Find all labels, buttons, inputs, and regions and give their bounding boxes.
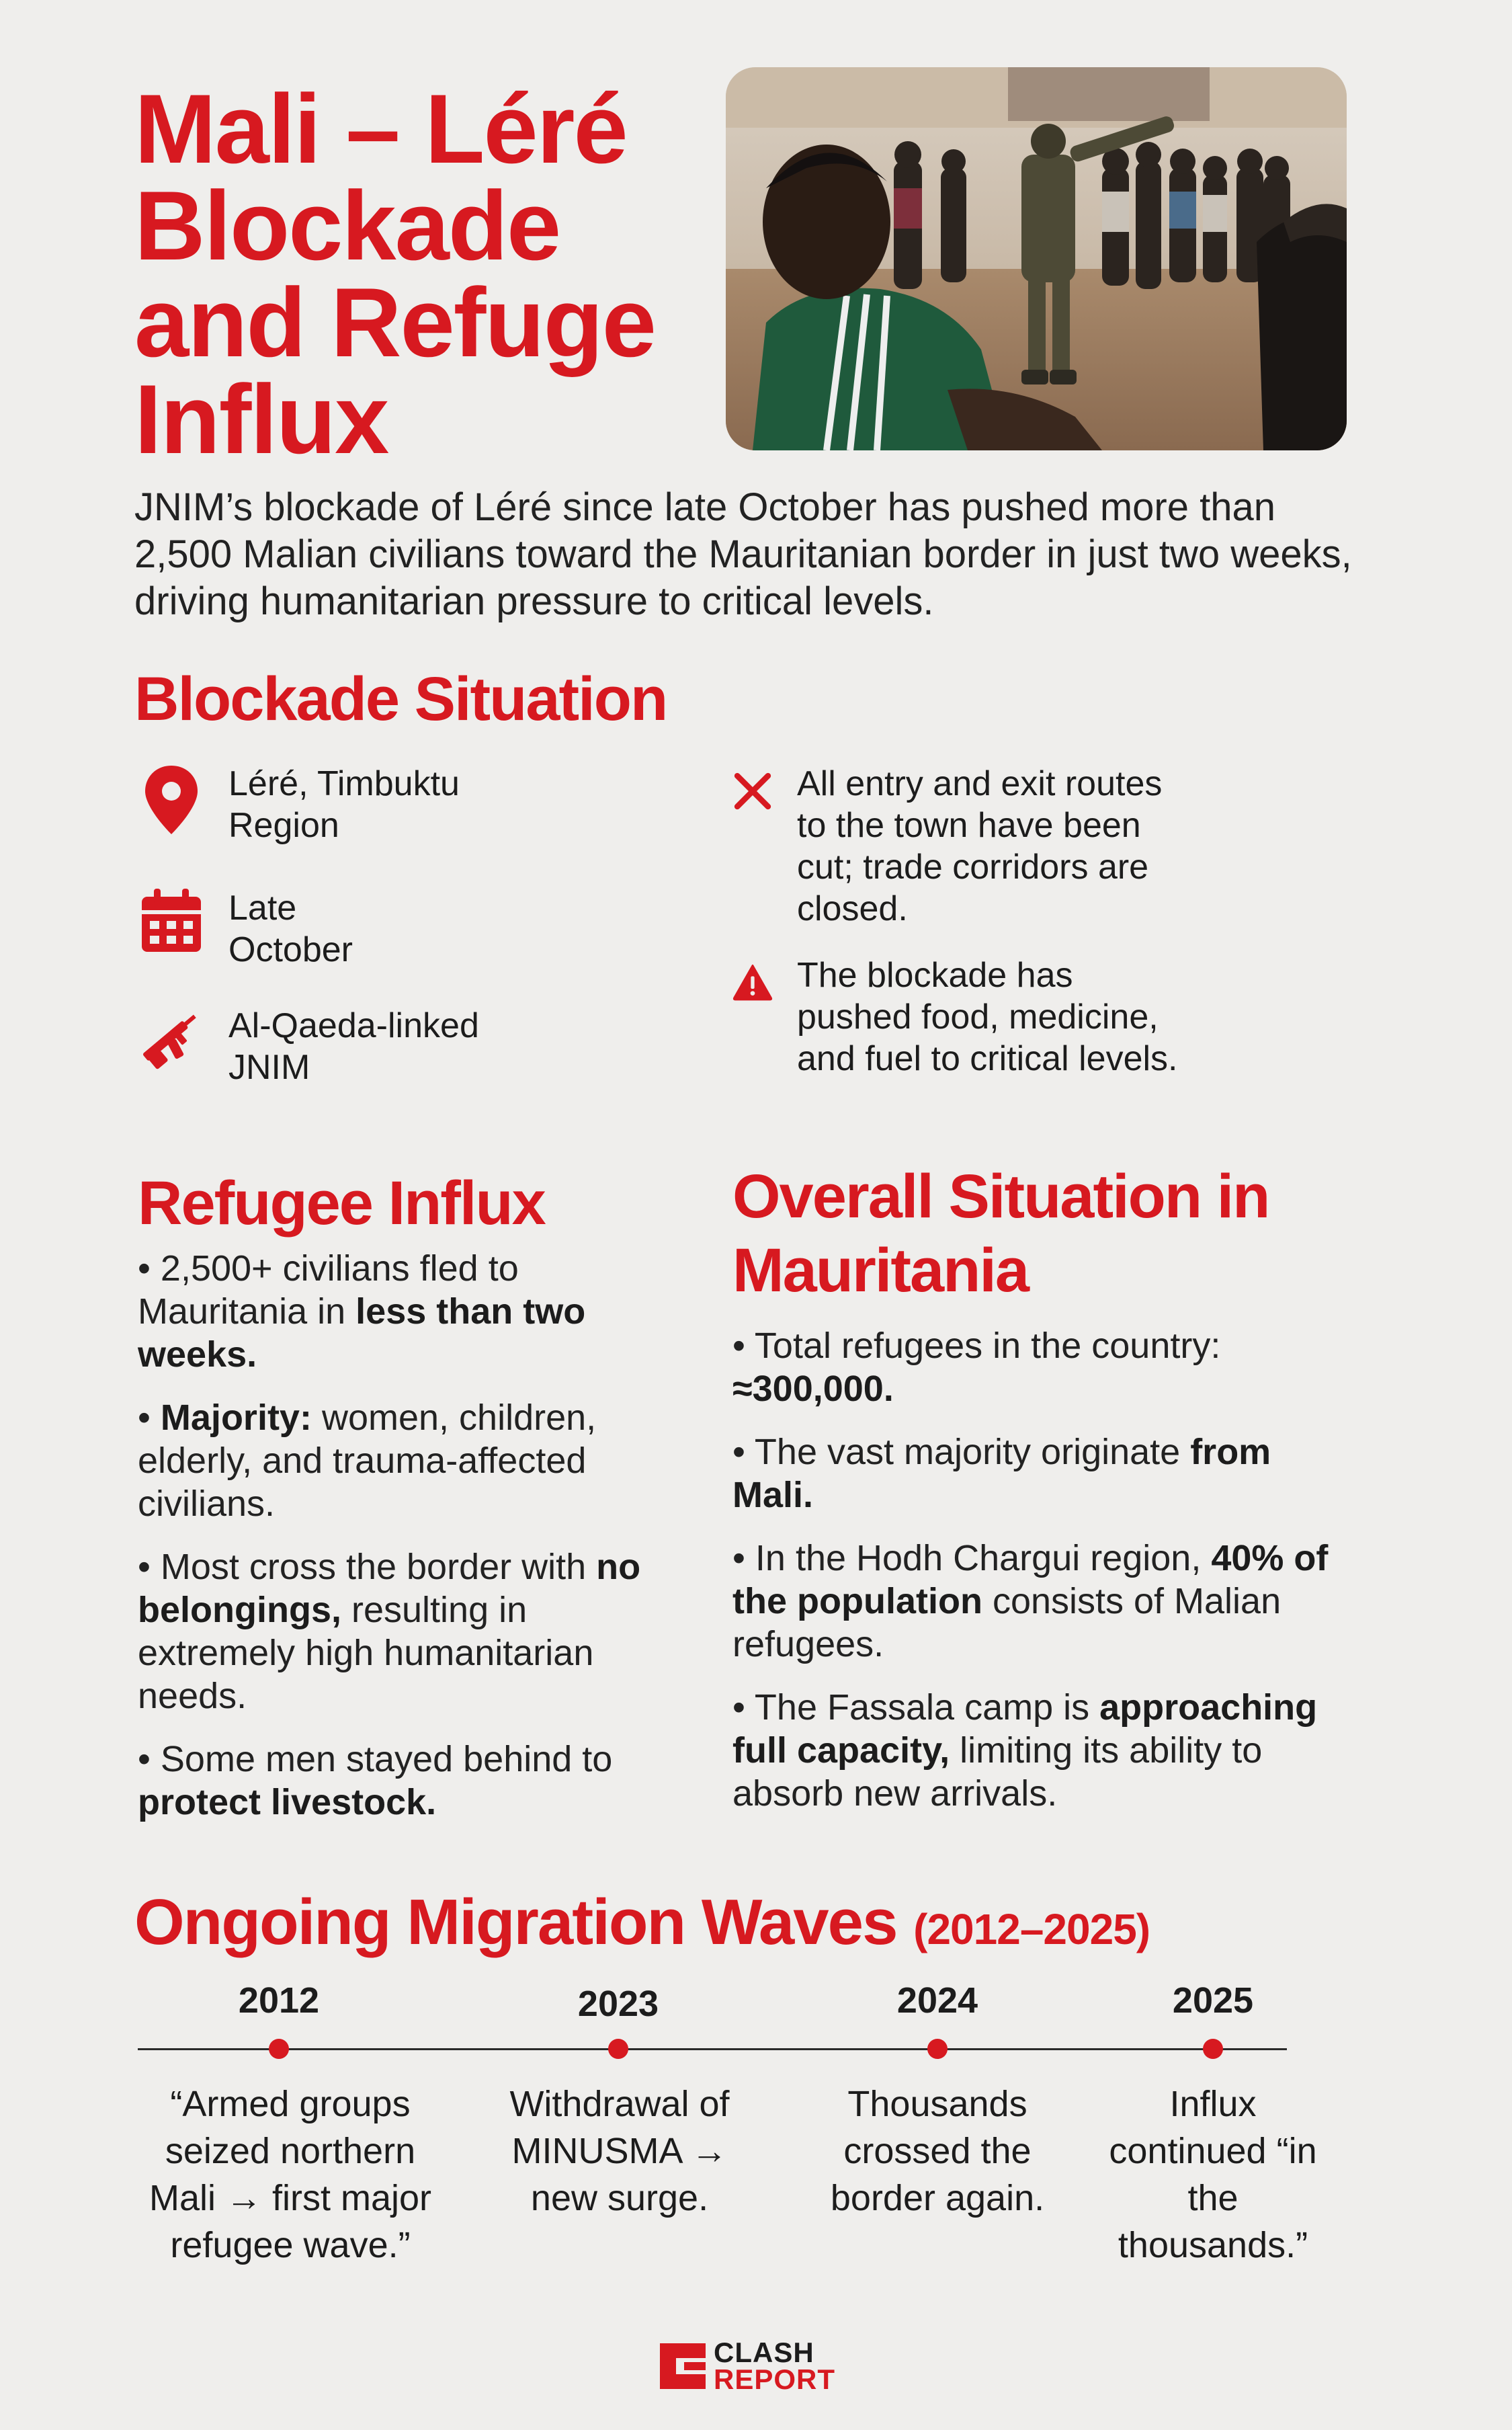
calendar-icon xyxy=(134,887,208,961)
waves-heading-text: Ongoing Migration Waves xyxy=(134,1886,897,1958)
timeline-year: 2024 xyxy=(896,1980,978,2021)
list-item: • Majority: women, children, elderly, and trauma-affected civilians. xyxy=(138,1398,597,1524)
timeline-description: Withdrawal of MINUSMA → new surge. xyxy=(509,2084,730,2218)
logo-line-2: REPORT xyxy=(714,2363,836,2395)
blockade-date-item xyxy=(134,887,659,971)
crowd-photo-illustration xyxy=(726,67,1347,450)
close-x-icon xyxy=(732,763,773,837)
refugee-list xyxy=(138,1247,689,1844)
header-photo xyxy=(726,67,1347,450)
timeline-marker xyxy=(608,2039,628,2059)
clash-report-logo xyxy=(656,2339,835,2393)
logo-line-1: CLASH xyxy=(714,2337,814,2368)
rifle-icon xyxy=(134,1005,208,1079)
list-item: • In the Hodh Chargui region, 40% of the population consists of Malian refugees. xyxy=(732,1538,1329,1664)
list-item: • The Fassala camp is approaching full capacity, limiting its ability to absorb new arrivals. xyxy=(732,1687,1318,1814)
list-item: • Total refugees in the country: ≈300,000. xyxy=(732,1326,1221,1409)
timeline-axis xyxy=(138,2048,1287,2050)
blockade-actor-item xyxy=(134,1005,659,1088)
refugee-heading: Refugee Influx xyxy=(138,1169,545,1238)
timeline-marker xyxy=(1203,2039,1223,2059)
blockade-actor-text: Al-Qaeda-linked JNIM xyxy=(228,1006,479,1087)
waves-heading-range: (2012–2025) xyxy=(913,1905,1150,1953)
list-item: • Some men stayed behind to protect livestock. xyxy=(138,1739,613,1822)
timeline-description: Thousands crossed the border again. xyxy=(830,2084,1045,2218)
blockade-location-item xyxy=(134,763,659,846)
blockade-routes-text: All entry and exit routes to the town have been cut; trade corridors are closed. xyxy=(797,764,1163,928)
waves-heading xyxy=(134,1882,1150,1970)
logo-mark-icon xyxy=(656,2339,710,2393)
timeline-marker xyxy=(927,2039,948,2059)
blockade-heading: Blockade Situation xyxy=(134,665,667,733)
blockade-supplies-text: The blockade has pushed food, medicine, and fuel to critical levels. xyxy=(797,956,1178,1078)
blockade-routes-item xyxy=(732,763,1337,930)
timeline-marker xyxy=(269,2039,289,2059)
location-pin-icon xyxy=(134,763,208,837)
timeline-year: 2012 xyxy=(238,1980,320,2021)
blockade-supplies-item xyxy=(732,955,1337,1080)
warning-icon xyxy=(732,955,773,1028)
overall-heading: Overall Situation in Mauritania xyxy=(732,1162,1269,1305)
list-item: • 2,500+ civilians fled to Mauritania in less than two weeks. xyxy=(138,1248,586,1375)
overall-list xyxy=(732,1324,1357,1835)
page-title: Mali – Léré Blockade and Refuge Influx xyxy=(134,74,655,474)
logo-wordmark xyxy=(714,2339,835,2393)
intro-paragraph: JNIM’s blockade of Léré since late October has pushed more than 2,500 Malian civilians toward the Mauritanian border in just two weeks, driving humanitarian pressure to critical levels. xyxy=(134,485,1352,623)
timeline-description: Influx continued “in the thousands.” xyxy=(1109,2084,1317,2265)
blockade-location-text: Léré, Timbuktu Region xyxy=(228,764,460,845)
timeline-year: 2025 xyxy=(1172,1980,1254,2021)
blockade-date-text: Late October xyxy=(228,889,353,969)
timeline-description: “Armed groups seized northern Mali → first major refugee wave.” xyxy=(149,2084,432,2265)
timeline-year: 2023 xyxy=(577,1984,659,2024)
list-item: • Most cross the border with no belongings, resulting in extremely high humanitarian needs. xyxy=(138,1547,641,1716)
list-item: • The vast majority originate from Mali. xyxy=(732,1432,1271,1515)
